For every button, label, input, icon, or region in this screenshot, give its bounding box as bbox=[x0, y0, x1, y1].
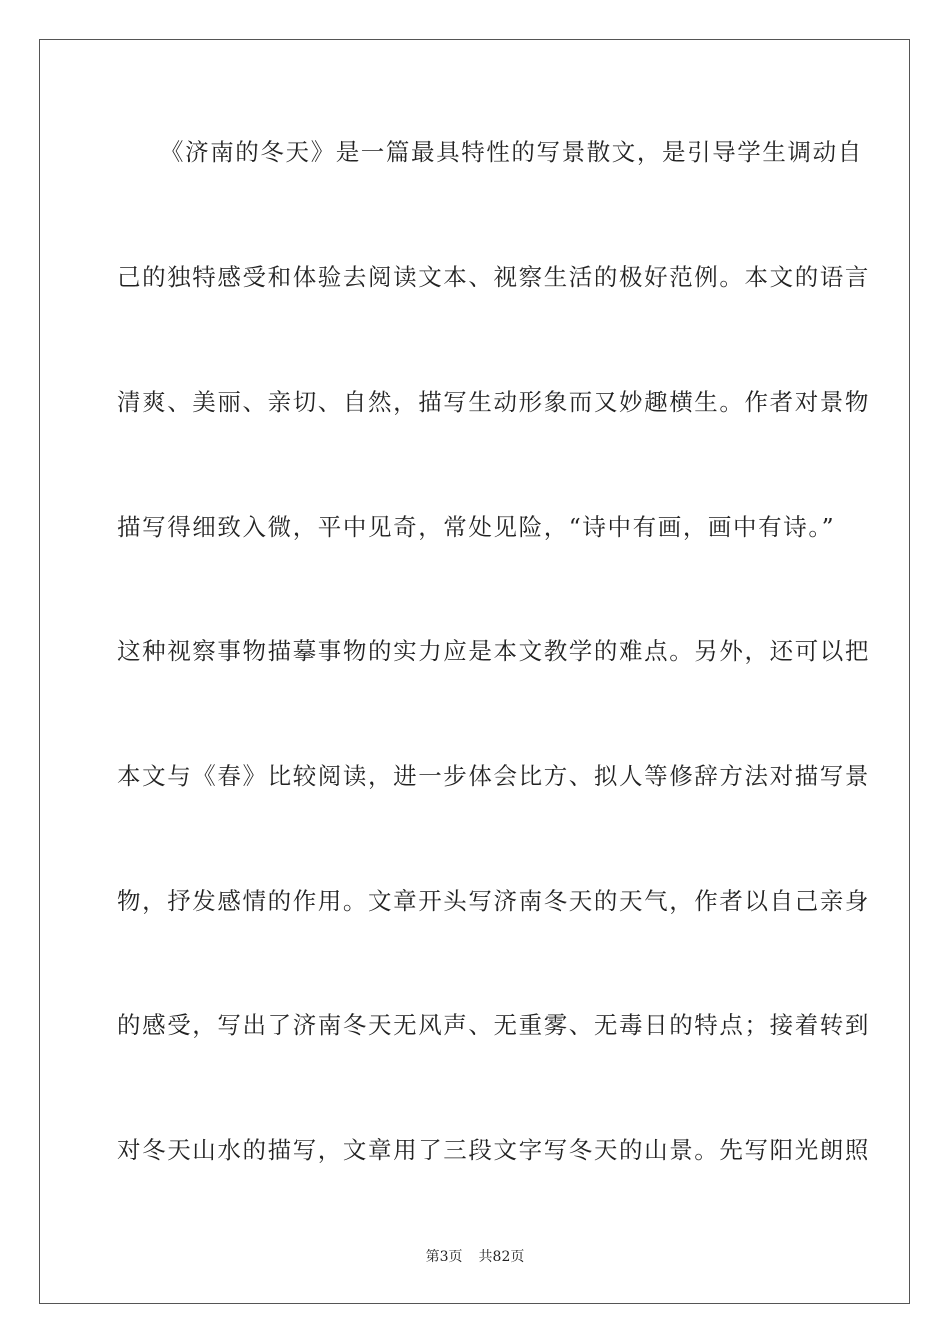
text-line-9: 对冬天山水的描写，文章用了三段文字写冬天的山景。先写阳光朗照 bbox=[117, 1136, 870, 1164]
text-line-8: 的感受，写出了济南冬天无风声、无重雾、无毒日的特点；接着转到 bbox=[117, 1011, 870, 1039]
text-line-3: 清爽、美丽、亲切、自然，描写生动形象而又妙趣横生。作者对景物 bbox=[117, 388, 870, 416]
text-line-6: 本文与《春》比较阅读，进一步体会比方、拟人等修辞方法对描写景 bbox=[117, 762, 870, 790]
text-line-5: 这种视察事物描摹事物的实力应是本文教学的难点。另外，还可以把 bbox=[117, 637, 870, 665]
page-footer bbox=[0, 1248, 950, 1266]
text-line-2: 己的独特感受和体验去阅读文本、视察生活的极好范例。本文的语言 bbox=[117, 263, 870, 291]
text-line-4: 描写得细致入微，平中见奇，常处见险，“诗中有画，画中有诗。” bbox=[117, 513, 836, 541]
page-total: 共82页 bbox=[478, 1249, 525, 1265]
text-line-1: 《济南的冬天》是一篇最具特性的写景散文，是引导学生调动自 bbox=[160, 138, 863, 166]
page-number: 第3页 bbox=[425, 1249, 463, 1265]
page-border bbox=[39, 39, 910, 1304]
text-line-7: 物，抒发感情的作用。文章开头写济南冬天的天气，作者以自己亲身 bbox=[117, 887, 870, 915]
